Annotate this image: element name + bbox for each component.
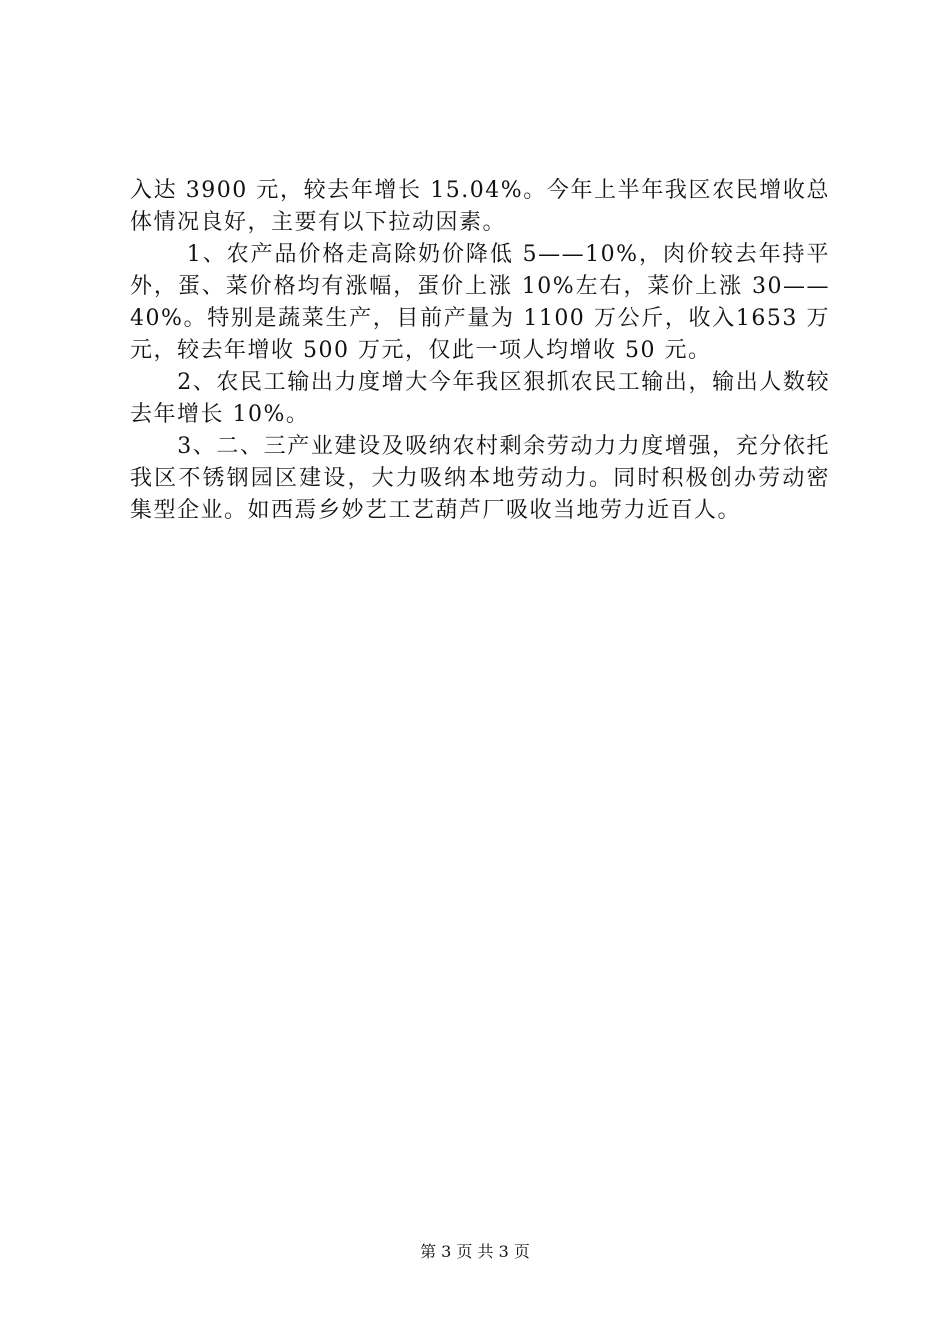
page-number: 第 3 页 共 3 页 xyxy=(420,1242,530,1261)
paragraph-intro: 入达 3900 元，较去年增长 15.04%。今年上半年我区农民增收总体情况良好，主要有以下拉动因素。 xyxy=(130,178,830,235)
page-footer xyxy=(0,1242,950,1262)
paragraph-item-2: 2、农民工输出力度增大今年我区狠抓农民工输出，输出人数较去年增长 10%。 xyxy=(130,370,830,427)
document-body xyxy=(130,175,830,527)
paragraph-item-3: 3、二、三产业建设及吸纳农村剩余劳动力力度增强，充分依托我区不锈钢园区建设，大力吸纳本地劳动力。同时积极创办劳动密集型企业。如西焉乡妙艺工艺葫芦厂吸收当地劳力近百人。 xyxy=(130,434,830,523)
paragraph-item-1: 1、农产品价格走高除奶价降低 5——10%，肉价较去年持平外，蛋、菜价格均有涨幅，蛋价上涨 10%左右，菜价上涨 30——40%。特别是蔬菜生产，目前产量为 1100 万公斤，收入1653 万元，较去年增收 500 万元，仅此一项人均增收 50 元。 xyxy=(130,242,830,363)
